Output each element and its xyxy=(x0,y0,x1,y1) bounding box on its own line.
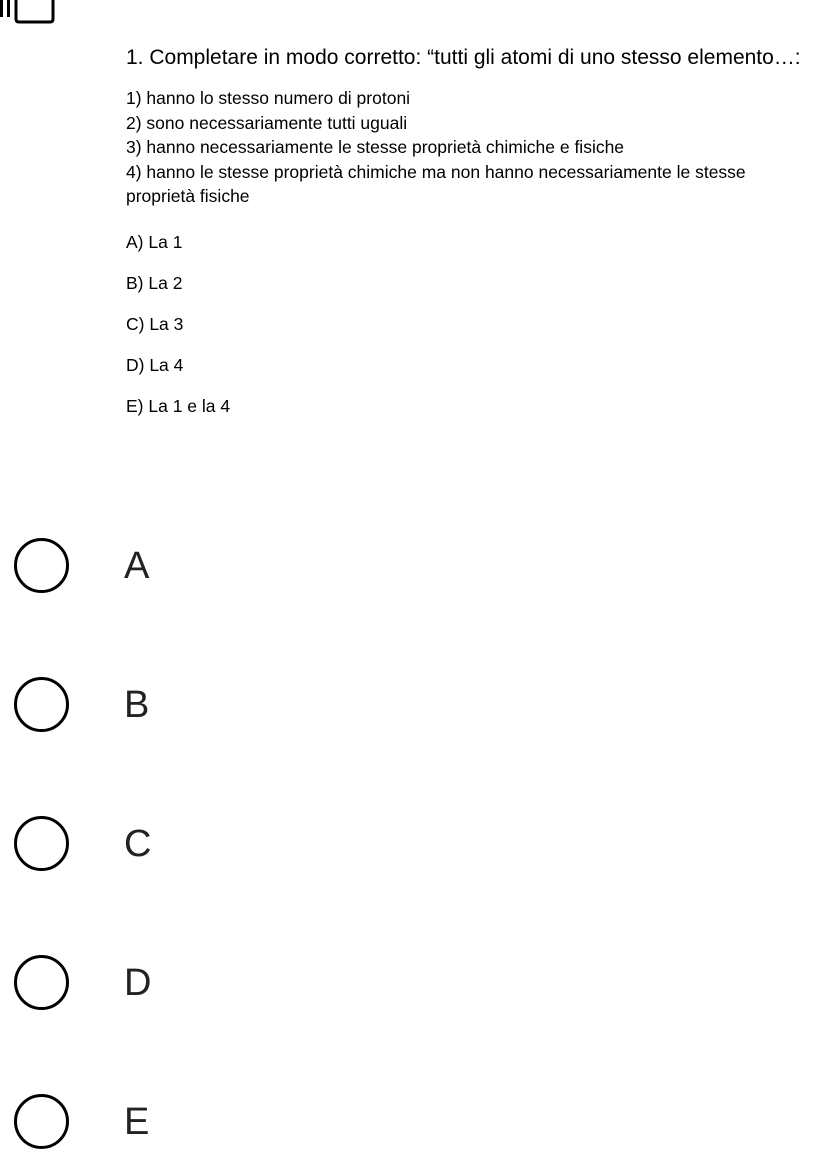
radio-button-e[interactable] xyxy=(14,1094,69,1149)
statement: 2) sono necessariamente tutti uguali xyxy=(126,112,408,133)
answer-option-c[interactable] xyxy=(12,814,312,878)
choice-line: A) La 1 xyxy=(126,231,183,252)
radio-button-b[interactable] xyxy=(14,677,69,732)
answer-option-b[interactable] xyxy=(12,675,312,739)
choices-list xyxy=(126,230,806,435)
answer-label-e: E xyxy=(124,1101,150,1143)
statements-list xyxy=(126,86,806,209)
choice-line: B) La 2 xyxy=(126,272,183,293)
answer-label-b: B xyxy=(124,684,150,726)
choice-line: C) La 3 xyxy=(126,313,184,334)
question-title: 1. Completare in modo corretto: “tutti gli atomi di uno stesso elemento…: xyxy=(126,46,801,69)
radio-button-a[interactable] xyxy=(14,538,69,593)
statement: 3) hanno necessariamente le stesse proprietà chimiche e fisiche xyxy=(126,137,625,157)
answer-option-d[interactable] xyxy=(12,953,312,1017)
answer-option-a[interactable] xyxy=(12,536,312,600)
answer-option-e[interactable] xyxy=(12,1092,312,1156)
statement: 1) hanno lo stesso numero di protoni xyxy=(126,88,411,108)
stacked-pages-icon xyxy=(0,0,60,24)
answer-label-d: D xyxy=(124,962,152,1004)
radio-button-c[interactable] xyxy=(14,816,69,871)
choice-line: E) La 1 e la 4 xyxy=(126,395,231,416)
question-block xyxy=(126,44,806,435)
choice-line: D) La 4 xyxy=(126,354,184,375)
statement: 4) hanno le stesse proprietà chimiche ma non hanno necessariamente le stesse proprietà fisiche xyxy=(126,161,746,206)
answer-label-c: C xyxy=(124,823,152,865)
radio-button-d[interactable] xyxy=(14,955,69,1010)
answer-label-a: A xyxy=(124,545,150,587)
